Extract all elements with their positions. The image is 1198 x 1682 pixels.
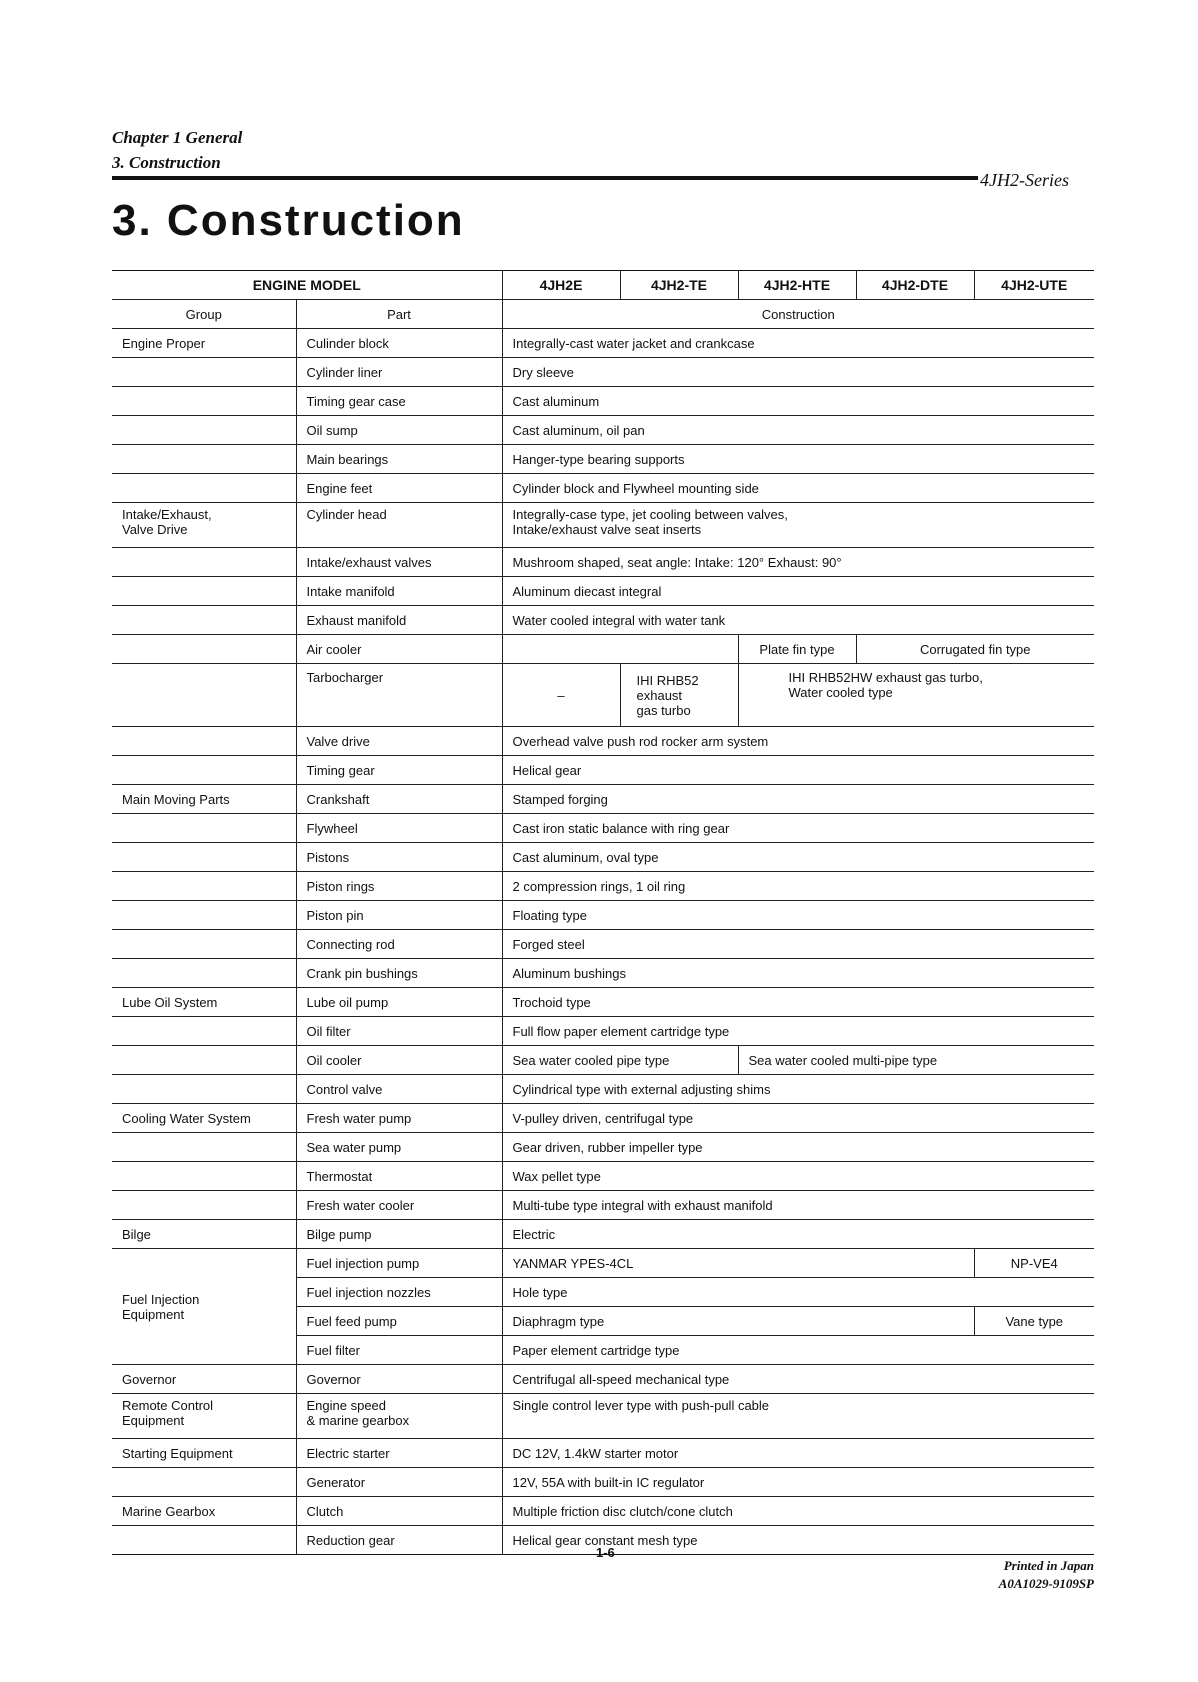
part-cell: Exhaust manifold [296,606,502,635]
part-cell: Fresh water pump [296,1104,502,1133]
group-line: Valve Drive [122,522,188,537]
part-line: & marine gearbox [306,1413,410,1428]
table-row [112,1468,1094,1497]
construction-cell: Paper element cartridge type [502,1336,1094,1365]
part-cell: Intake/exhaust valves [296,548,502,577]
part-cell: Piston pin [296,901,502,930]
table-row [112,329,1094,358]
part-line: Engine speed [306,1398,387,1413]
construction-cell: Cylindrical type with external adjusting shims [502,1075,1094,1104]
part-cell: Intake manifold [296,577,502,606]
part-cell: Engine feet [296,474,502,503]
group-cell [112,1017,296,1046]
part-cell: Pistons [296,843,502,872]
part-cell: Oil sump [296,416,502,445]
table-row [112,1394,1094,1439]
construction-line: Water cooled type [788,685,893,700]
construction-cell: Aluminum bushings [502,959,1094,988]
construction-cell: Multi-tube type integral with exhaust manifold [502,1191,1094,1220]
construction-cell: V-pulley driven, centrifugal type [502,1104,1094,1133]
part-cell: Fuel injection nozzles [296,1278,502,1307]
construction-cell: Cast aluminum, oval type [502,843,1094,872]
part-cell: Fuel feed pump [296,1307,502,1336]
construction-cell: Electric [502,1220,1094,1249]
group-cell [112,1191,296,1220]
group-cell [112,1046,296,1075]
col-part: Part [296,300,502,329]
group-line: Fuel Injection [122,1291,200,1307]
construction-cell: Dry sleeve [502,358,1094,387]
table-row [112,474,1094,503]
part-cell: Fuel filter [296,1336,502,1365]
table-row [112,988,1094,1017]
group-cell: Lube Oil System [112,988,296,1017]
group-line: Remote Control [122,1398,214,1413]
construction-cell: Cylinder block and Flywheel mounting side [502,474,1094,503]
part-cell: Fuel injection pump [296,1249,502,1278]
group-cell [112,635,296,664]
group-cell [112,503,296,548]
group-cell: Engine Proper [112,329,296,358]
construction-cell: Centrifugal all-speed mechanical type [502,1365,1094,1394]
table-row [112,1133,1094,1162]
construction-cell-dte-ute: Corrugated fin type [856,635,1094,664]
table-row [112,1249,1094,1278]
construction-cell-a: YANMAR YPES-4CL [502,1249,974,1278]
part-cell: Main bearings [296,445,502,474]
group-cell [112,445,296,474]
construction-cell: Floating type [502,901,1094,930]
construction-cell: Hanger-type bearing supports [502,445,1094,474]
construction-cell: Gear driven, rubber impeller type [502,1133,1094,1162]
group-cell: Marine Gearbox [112,1497,296,1526]
group-cell [112,474,296,503]
col-group: Group [112,300,296,329]
part-cell: Cylinder liner [296,358,502,387]
group-cell [112,548,296,577]
group-cell [112,727,296,756]
part-cell: Thermostat [296,1162,502,1191]
group-cell: Main Moving Parts [112,785,296,814]
construction-cell: Stamped forging [502,785,1094,814]
construction-cell-hte-ute [738,664,1094,727]
group-cell [112,901,296,930]
model-4jh2e: 4JH2E [502,271,620,300]
table-row [112,1162,1094,1191]
part-cell: Clutch [296,1497,502,1526]
construction-cell-te [620,664,738,727]
part-cell: Fresh water cooler [296,1191,502,1220]
construction-cell: Forged steel [502,930,1094,959]
chapter-label: Chapter 1 General [112,128,243,147]
page-title: 3. Construction [112,196,465,245]
engine-model-label: ENGINE MODEL [112,271,502,300]
table-row [112,1017,1094,1046]
table-row [112,387,1094,416]
part-cell [296,1394,502,1439]
group-cell [112,872,296,901]
group-cell: Cooling Water System [112,1104,296,1133]
model-4jh2-dte: 4JH2-DTE [856,271,974,300]
construction-cell: Single control lever type with push-pull cable [502,1394,1094,1439]
group-cell: Bilge [112,1220,296,1249]
printed-note: Printed in Japan [1003,1558,1094,1573]
construction-cell: Full flow paper element cartridge type [502,1017,1094,1046]
construction-cell: Cast iron static balance with ring gear [502,814,1094,843]
table-row [112,930,1094,959]
group-cell [112,1249,296,1365]
group-cell [112,416,296,445]
table-row [112,1046,1094,1075]
group-line: Equipment [122,1306,185,1322]
model-header-row [112,271,1094,300]
part-cell: Oil cooler [296,1046,502,1075]
series-label: 4JH2-Series [980,170,1069,190]
table-row [112,814,1094,843]
part-cell: Tarbocharger [296,664,502,727]
construction-cell: Cast aluminum, oil pan [502,416,1094,445]
part-cell: Bilge pump [296,1220,502,1249]
construction-cell: Mushroom shaped, seat angle: Intake: 120° Exhaust: 90° [502,548,1094,577]
construction-cell: Hole type [502,1278,1094,1307]
table-row [112,635,1094,664]
part-cell: Timing gear [296,756,502,785]
table-row [112,1365,1094,1394]
group-cell [112,1468,296,1497]
document-code: A0A1029-9109SP [998,1576,1094,1591]
part-cell: Piston rings [296,872,502,901]
construction-cell-empty [502,635,738,664]
model-4jh2-hte: 4JH2-HTE [738,271,856,300]
table-row [112,548,1094,577]
part-cell: Timing gear case [296,387,502,416]
construction-cell: 12V, 55A with built-in IC regulator [502,1468,1094,1497]
construction-cell: Trochoid type [502,988,1094,1017]
construction-table [112,270,1094,1555]
table-row [112,1191,1094,1220]
table-row [112,577,1094,606]
part-cell: Generator [296,1468,502,1497]
table-row [112,1075,1094,1104]
construction-line: Intake/exhaust valve seat inserts [512,522,702,537]
construction-cell-a: Diaphragm type [502,1307,974,1336]
table-row [112,756,1094,785]
table-row [112,959,1094,988]
group-line: Intake/Exhaust, [122,507,212,522]
table-row [112,1497,1094,1526]
construction-cell-a: Sea water cooled pipe type [502,1046,738,1075]
table-row [112,1439,1094,1468]
construction-cell-b: Vane type [974,1307,1094,1336]
table-row [112,358,1094,387]
part-cell: Governor [296,1365,502,1394]
construction-line: exhaust [636,687,683,703]
section-label: 3. Construction [112,153,221,172]
table-row [112,606,1094,635]
part-cell: Lube oil pump [296,988,502,1017]
part-cell: Oil filter [296,1017,502,1046]
table-row [112,503,1094,548]
construction-cell: Aluminum diecast integral [502,577,1094,606]
part-cell: Crank pin bushings [296,959,502,988]
table-row [112,843,1094,872]
construction-cell: DC 12V, 1.4kW starter motor [502,1439,1094,1468]
group-cell [112,664,296,727]
part-cell: Air cooler [296,635,502,664]
construction-cell: Multiple friction disc clutch/cone clutch [502,1497,1094,1526]
construction-line: Integrally-case type, jet cooling between valves, [512,507,788,522]
group-cell [112,756,296,785]
part-cell: Cylinder head [296,503,502,548]
group-cell [112,1162,296,1191]
column-header-row [112,300,1094,329]
part-cell: Electric starter [296,1439,502,1468]
construction-line: IHI RHB52HW exhaust gas turbo, [788,670,983,685]
model-4jh2-te: 4JH2-TE [620,271,738,300]
table-row [112,901,1094,930]
part-cell: Reduction gear [296,1526,502,1555]
group-cell: Governor [112,1365,296,1394]
table-row [112,1220,1094,1249]
construction-cell: Helical gear [502,756,1094,785]
construction-line: gas turbo [636,702,691,718]
construction-cell: 2 compression rings, 1 oil ring [502,872,1094,901]
part-cell: Valve drive [296,727,502,756]
group-cell [112,1526,296,1555]
part-cell: Connecting rod [296,930,502,959]
group-cell [112,1133,296,1162]
construction-cell [502,503,1094,548]
construction-cell-b: NP-VE4 [974,1249,1094,1278]
group-cell [112,358,296,387]
table-row [112,727,1094,756]
group-cell [112,959,296,988]
col-construction: Construction [502,300,1094,329]
group-cell [112,1394,296,1439]
table-row [112,445,1094,474]
construction-cell: Helical gear constant mesh type [502,1526,1094,1555]
page-number: 1-6 [596,1545,615,1560]
group-cell [112,843,296,872]
construction-cell-4jh2e: – [502,664,620,727]
model-4jh2-ute: 4JH2-UTE [974,271,1094,300]
table-row [112,785,1094,814]
construction-cell: Wax pellet type [502,1162,1094,1191]
table-row [112,1104,1094,1133]
part-cell: Culinder block [296,329,502,358]
table-row [112,872,1094,901]
group-cell [112,577,296,606]
construction-line: IHI RHB52 [636,672,699,688]
group-line: Equipment [122,1413,185,1428]
part-cell: Crankshaft [296,785,502,814]
group-cell [112,606,296,635]
table-row [112,416,1094,445]
table-row [112,664,1094,727]
group-cell [112,1075,296,1104]
part-cell: Control valve [296,1075,502,1104]
construction-cell-hte: Plate fin type [738,635,856,664]
construction-cell: Cast aluminum [502,387,1094,416]
group-cell [112,930,296,959]
part-cell: Flywheel [296,814,502,843]
part-cell: Sea water pump [296,1133,502,1162]
header-rule [112,176,978,180]
group-cell [112,387,296,416]
construction-cell: Integrally-cast water jacket and crankcase [502,329,1094,358]
group-cell: Starting Equipment [112,1439,296,1468]
construction-cell-b: Sea water cooled multi-pipe type [738,1046,1094,1075]
construction-cell: Water cooled integral with water tank [502,606,1094,635]
group-cell [112,814,296,843]
construction-cell: Overhead valve push rod rocker arm system [502,727,1094,756]
